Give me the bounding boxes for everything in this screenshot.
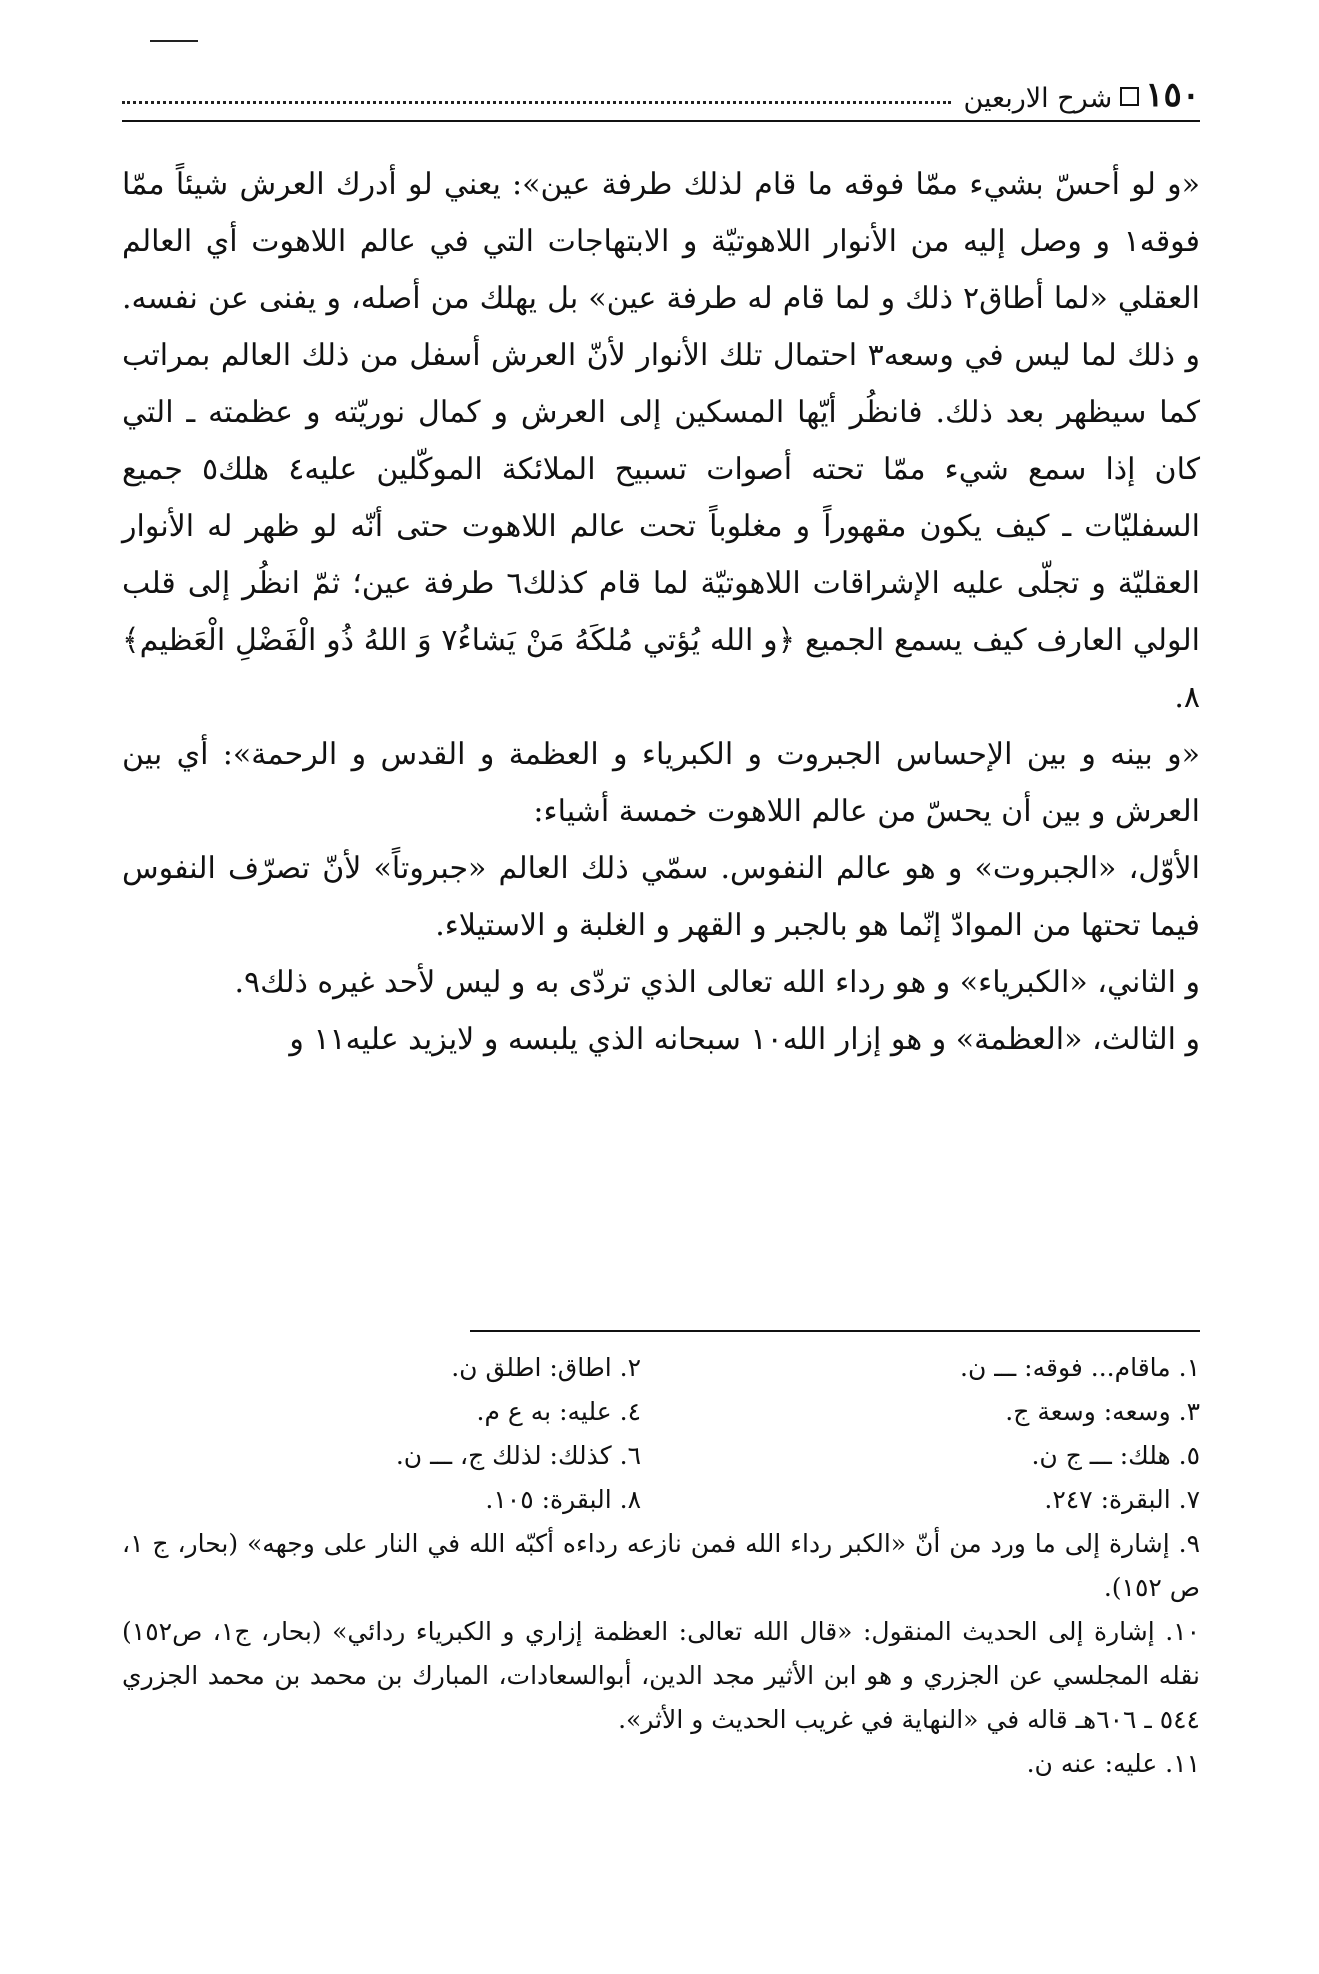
footnote: ٤. عليه: به ع م. (476, 1397, 641, 1426)
paragraph: و الثالث، «العظمة» و هو إزار الله١٠ سبحانه الذي يلبسه و لايزيد عليه١١ و (289, 1022, 1200, 1057)
footnote: ١١. عليه: عنه ن. (1026, 1749, 1200, 1778)
paragraph: و الثاني، «الكبرياء» و هو رداء الله تعالى الذي تردّى به و ليس لأحد غيره ذلك٩. (234, 965, 1200, 1000)
footnote: ٣. وسعه: وسعة ج. (1005, 1397, 1200, 1426)
running-title: شرح الاربعين (963, 83, 1113, 114)
main-text (122, 156, 1200, 1068)
footnote: ٩. إشارة إلى ما ورد من أنّ «الكبر رداء الله فمن نازعه رداءه أكبّه الله في النار على وجهه» (بحار، ج ١، ص ١٥٢). (122, 1529, 1200, 1602)
paragraph: «و لو أحسّ بشيء ممّا فوقه ما قام لذلك طرفة عين»: يعني لو أدرك العرش شيئاً ممّا فوقه١ و وصل إليه من الأنوار اللاهوتيّة و الابتهاجات التي في عالم اللاهوت أي العالم العقلي «لما أطاق٢ ذلك و لما قام له طرفة عين» بل يهلك من أصله، و يفنى عن نفسه. و ذلك لما ليس في وسعه٣ احتمال تلك الأنوار لأنّ العرش أسفل من ذلك العالم بمراتب كما سيظهر بعد ذلك. فانظُر أيّها المسكين إلى العرش و كمال نوريّته و عظمته ـ التي كان إذا سمع شيء ممّا تحته أصوات تسبيح الملائكة الموكّلين عليه٤ هلك٥ جميع السفليّات ـ كيف يكون مقهوراً و مغلوباً تحت عالم اللاهوت حتى أنّه لو ظهر له الأنوار العقليّة و تجلّى عليه الإشراقات اللاهوتيّة لما قام كذلك٦ طرفة عين؛ ثمّ انظُر إلى قلب الولي العارف كيف يسمع الجميع ﴿و الله يُؤتي مُلكَهُ مَنْ يَشاءُ٧ وَ اللهُ ذُو الْفَضْلِ الْعَظيم﴾٨. (122, 167, 1200, 715)
top-margin-mark (150, 40, 198, 42)
footnotes (122, 1346, 1200, 1786)
page-header (122, 62, 1200, 122)
page-number: ١٥٠ (1145, 75, 1200, 115)
footnote: ٢. اطاق: اطلق ن. (451, 1353, 641, 1382)
paragraph: «و بينه و بين الإحساس الجبروت و الكبرياء و العظمة و القدس و الرحمة»: أي بين العرش و بين أن يحسّ من عالم اللاهوت خمسة أشياء: (122, 737, 1200, 829)
footnote: ١. ماقام... فوقه: ـــ ن. (960, 1353, 1200, 1382)
footnote-divider (470, 1330, 1200, 1332)
footnote: ١٠. إشارة إلى الحديث المنقول: «قال الله تعالى: العظمة إزاري و الكبرياء ردائي» (بحار، ج١، ص١٥٢) نقله المجلسي عن الجزري و هو ابن الأثير مجد الدين، أبوالسعادات، المبارك بن محمد بن محمد الجزري ٥٤٤ ـ ٦٠٦هـ قاله في «النهاية في غريب الحديث و الأثر». (122, 1617, 1201, 1734)
long-footnotes (122, 1522, 1200, 1786)
footnote-grid (122, 1346, 1200, 1522)
footnote: ٧. البقرة: ٢٤٧. (1044, 1485, 1200, 1514)
footnote: ٦. كذلك: لذلك ج، ـــ ن. (395, 1441, 641, 1470)
paragraph: الأوّل، «الجبروت» و هو عالم النفوس. سمّي ذلك العالم «جبروتاً» لأنّ تصرّف النفوس فيما تحتها من الموادّ إنّما هو بالجبر و القهر و الغلبة و الاستيلاء. (122, 851, 1200, 943)
footnote: ٨. البقرة: ١٠٥. (485, 1485, 641, 1514)
leader-dots (122, 100, 951, 104)
footnote: ٥. هلك: ـــ ج ن. (1031, 1441, 1200, 1470)
square-ornament-icon (1120, 87, 1139, 106)
